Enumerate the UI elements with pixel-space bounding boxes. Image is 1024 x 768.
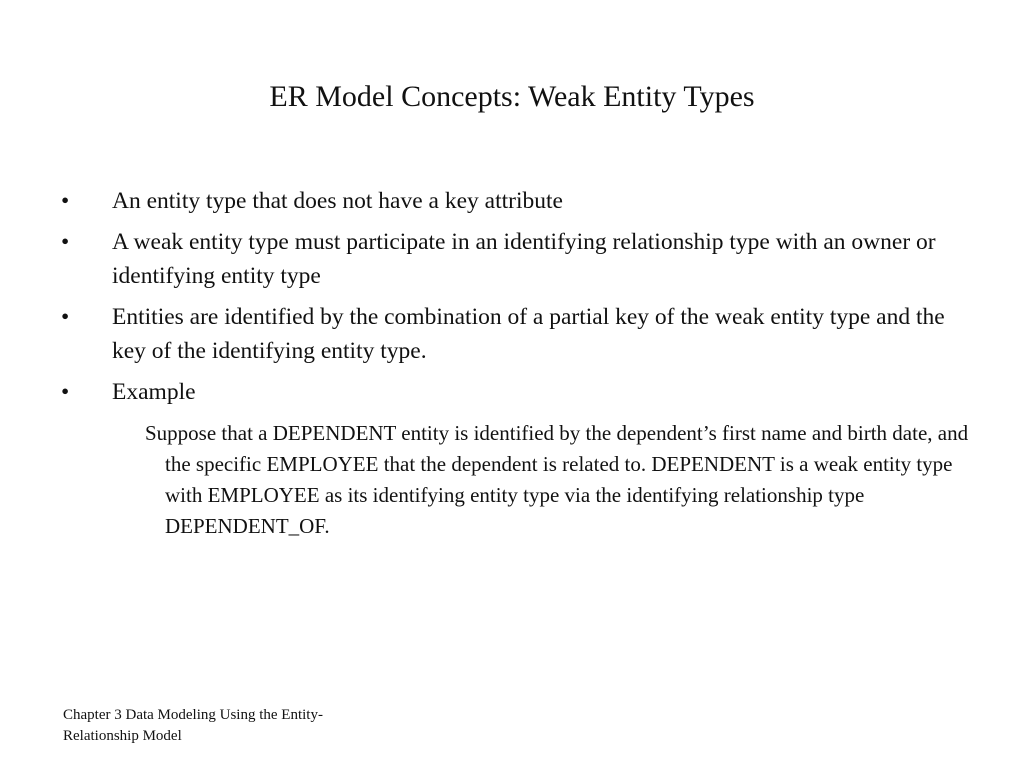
example-description: Suppose that a DEPENDENT entity is identified by the dependent’s first name and birth date, and the specific EMPLOYEE that the dependent is related to. DEPENDENT is a weak entity type with EMPLOYEE as its identifying entity type via the identifying relationship type DEPENDENT_OF. [145,421,969,538]
bullet-list [58,184,958,416]
slide-title: ER Model Concepts: Weak Entity Types [269,80,755,113]
bullet-text: Example [112,379,196,405]
bullet-item-key-attribute [58,184,958,218]
bullet-text: A weak entity type must participate in an identifying relationship type with an owner or identifying entity type [112,229,936,289]
bullet-marker: • [61,229,70,255]
bullet-item-identifying-relationship [58,225,958,293]
bullet-marker: • [61,379,70,405]
bullet-marker: • [61,304,70,330]
bullet-text: An entity type that does not have a key attribute [112,188,563,214]
bullet-text: Entities are identified by the combination of a partial key of the weak entity type and the key of the identifying entity type. [112,304,945,364]
slide-footer: Chapter 3 Data Modeling Using the Entity-Relationship Model [63,707,323,744]
bullet-marker: • [61,188,70,214]
bullet-item-example [58,375,958,409]
bullet-item-partial-key [58,300,958,368]
